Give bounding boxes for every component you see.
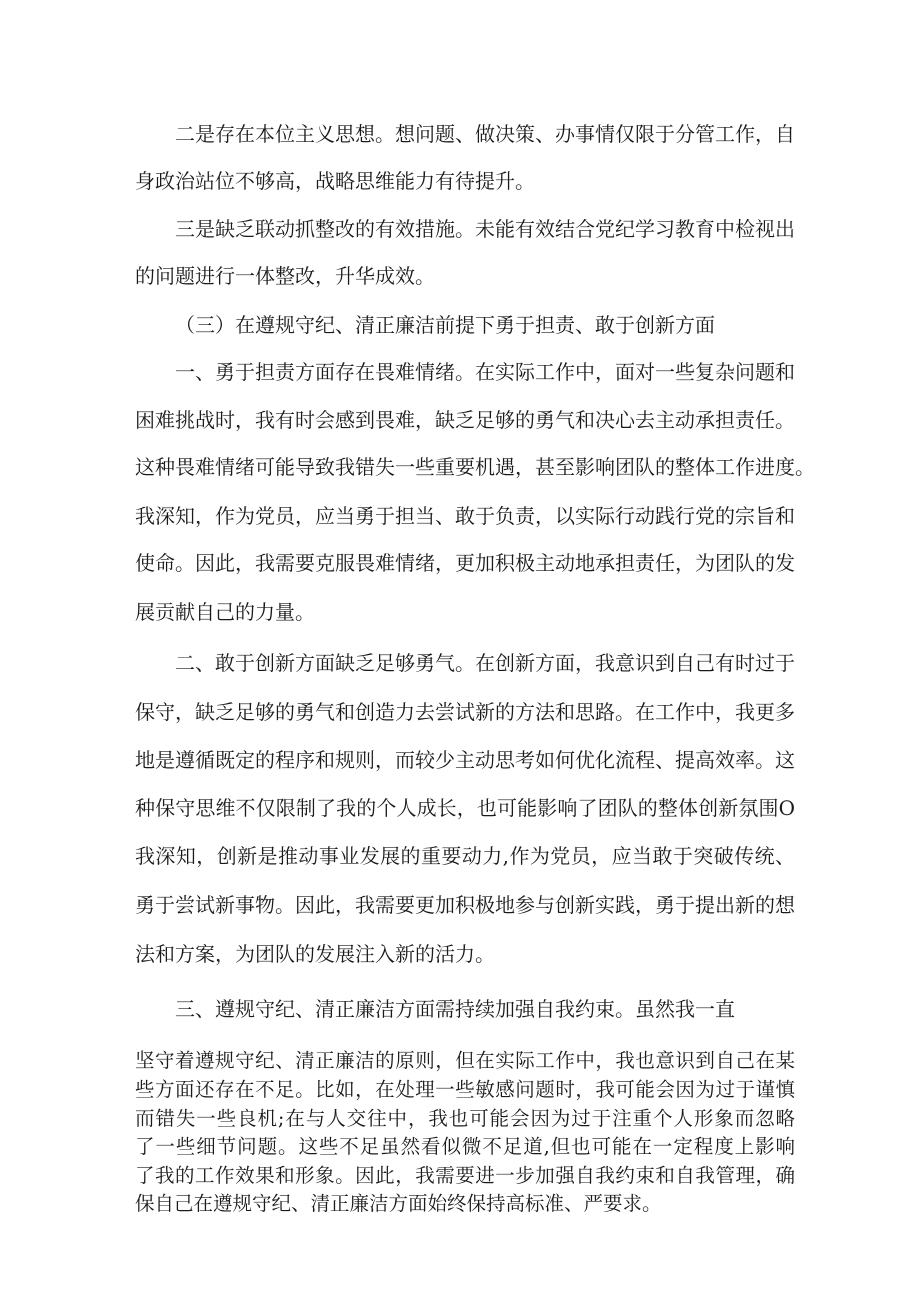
paragraph-line: 我深知，作为党员，应当勇于担当、敢于负责，以实际行动践行党的宗旨和 — [135, 504, 795, 528]
paragraph-line: 三是缺乏联动抓整改的有效措施。未能有效结合党纪学习教育中检视出 — [175, 217, 795, 241]
paragraph-line: 展贡献自己的力量。 — [135, 600, 315, 624]
paragraph-line: 些方面还存在不足。比如，在处理一些敏感问题时，我可能会因为过于谨慎 — [135, 1078, 795, 1101]
paragraph-line: 法和方案，为团队的发展注入新的活力。 — [135, 942, 495, 966]
paragraph-line: 使命。因此，我需要克服畏难情绪，更加积极主动地承担责任，为团队的发 — [135, 551, 795, 575]
paragraph-line: 身政治站位不够高，战略思维能力有待提升。 — [135, 169, 535, 193]
paragraph-line: 坚守着遵规守纪、清正廉洁的原则，但在实际工作中，我也意识到自己在某 — [135, 1049, 795, 1072]
paragraph-line: 了我的工作效果和形象。因此，我需要进一步加强自我约束和自我管理，确 — [135, 1164, 795, 1187]
paragraph-line: 的问题进行一体整改，升华成效。 — [135, 264, 435, 288]
paragraph-line: 勇于尝试新事物。因此，我需要更加积极地参与创新实践，勇于提出新的想 — [135, 893, 795, 917]
paragraph-line: 一、勇于担责方面存在畏难情绪。在实际工作中，面对一些复杂问题和 — [175, 360, 795, 384]
paragraph-line: 而错失一些良机;在与人交往中，我也可能会因为过于注重个人形象而忽略 — [135, 1107, 795, 1130]
paragraph-line: 三、遵规守纪、清正廉洁方面需持续加强自我约束。虽然我一直 — [175, 997, 735, 1021]
paragraph-line: 二、敢于创新方面缺乏足够勇气。在创新方面，我意识到自己有时过于 — [175, 651, 795, 675]
paragraph-line: 了一些细节问题。这些不足虽然看似微不足道,但也可能在一定程度上影响 — [135, 1135, 795, 1158]
paragraph-line: 地是遵循既定的程序和规则，而较少主动思考如何优化流程、提高效率。这 — [135, 748, 795, 772]
paragraph-line: 保自己在遵规守纪、清正廉洁方面始终保持高标准、严要求。 — [135, 1192, 662, 1215]
paragraph-line: 二是存在本位主义思想。想问题、做决策、办事情仅限于分管工作，自 — [175, 122, 795, 146]
paragraph-line: 种保守思维不仅限制了我的个人成长，也可能影响了团队的整体创新氛围O — [135, 796, 795, 820]
paragraph-line: 保守，缺乏足够的勇气和创造力去尝试新的方法和思路。在工作中，我更多 — [135, 700, 795, 724]
paragraph-line: 困难挑战时，我有时会感到畏难，缺乏足够的勇气和决心去主动承担责任。 — [135, 408, 795, 432]
paragraph-line: 这种畏难情绪可能导致我错失一些重要机遇，甚至影响团队的整体工作进度。 — [135, 455, 815, 479]
paragraph-line: 我深知，创新是推动事业发展的重要动力,作为党员，应当敢于突破传统、 — [135, 844, 795, 868]
section-heading: （三）在遵规守纪、清正廉洁前提下勇于担责、敢于创新方面 — [175, 313, 715, 337]
